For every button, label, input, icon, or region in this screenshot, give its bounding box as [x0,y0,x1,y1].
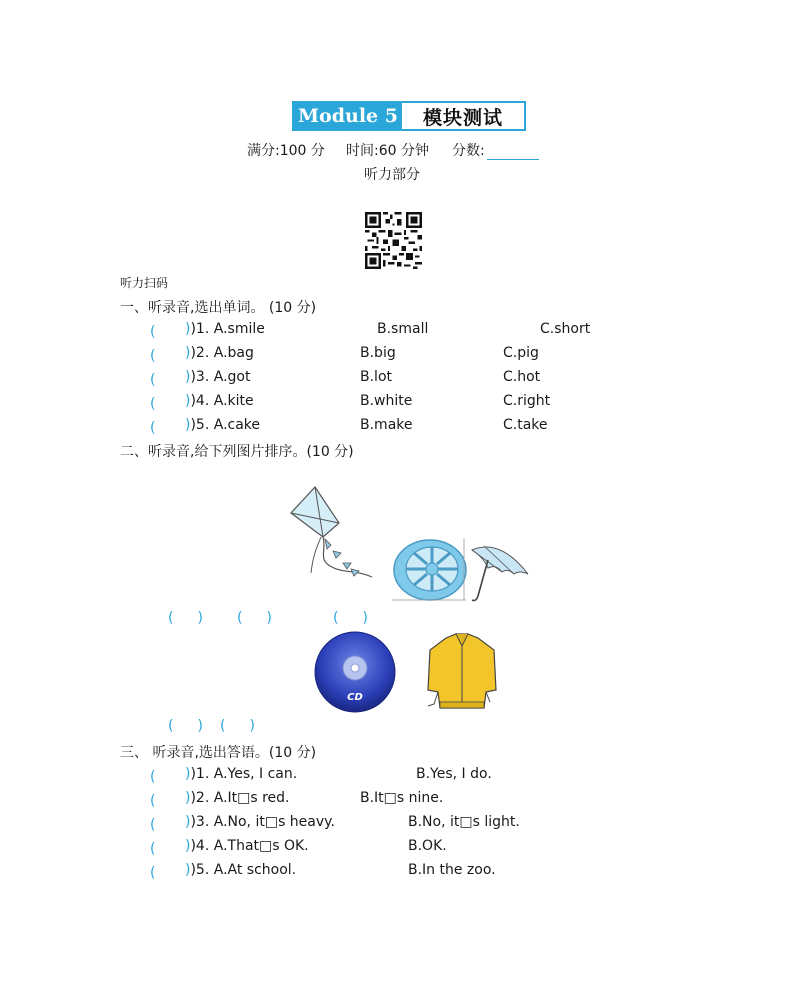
title-banner [292,101,526,131]
list-item [150,862,155,881]
list-item [150,766,155,785]
option-a: ))4. A.kite [185,393,254,409]
kite-image [287,485,379,585]
option-b: B.white [360,393,413,409]
picture-answer-blank[interactable]: ( ) [333,610,368,626]
picture-answer-blank[interactable]: ( ) [168,610,203,626]
answer-blank[interactable]: ( [150,324,156,340]
jacket-image [424,632,500,712]
option-a: ))3. A.No, it□s heavy. [185,814,335,830]
listening-part-heading: 听力部分 [364,167,420,183]
cd-image [313,630,397,714]
list-item [150,345,155,364]
answer-blank[interactable]: ( [150,817,156,833]
section3-title: 三、 听录音,选出答语。(10 分) [120,745,317,761]
answer-blank[interactable]: ( [150,865,156,881]
option-b: B.make [360,417,413,433]
option-a: ))1. A.smile [185,321,265,337]
picture-answer-blank[interactable]: ( ) [220,718,255,734]
wheel-image [390,536,468,602]
list-item [150,790,155,809]
option-c: C.hot [503,369,541,385]
section2-title: 二、听录音,给下列图片排序。(10 分) [120,444,354,460]
option-b: B.OK. [408,838,447,854]
option-a: ))3. A.got [185,369,251,385]
option-a: ))1. A.Yes, I can. [185,766,298,782]
time-limit: 时间:60 分钟 [346,143,429,159]
option-c: C.right [503,393,551,409]
option-a: ))4. A.That□s OK. [185,838,309,854]
section1-title: 一、听录音,选出单词。 (10 分) [120,300,317,316]
option-a: ))2. A.It□s red. [185,790,290,806]
option-b: B.It□s nine. [360,790,444,806]
picture-answer-blank[interactable]: ( ) [168,718,203,734]
list-item [150,369,155,388]
full-score: 满分:100 分 [247,143,325,159]
answer-blank[interactable]: ( [150,841,156,857]
list-item [150,417,155,436]
answer-blank[interactable]: ( [150,348,156,364]
qr-code[interactable] [365,212,422,269]
list-item [150,814,155,833]
qr-caption: 听力扫码 [120,276,169,290]
score-label: 分数: [452,143,485,159]
option-c: C.pig [503,345,539,361]
answer-blank[interactable]: ( [150,372,156,388]
answer-blank[interactable]: ( [150,769,156,785]
answer-blank[interactable]: ( [150,396,156,412]
option-b: B.No, it□s light. [408,814,520,830]
module-label: Module 5 [294,103,402,129]
option-c: C.take [503,417,548,433]
option-b: B.small [377,321,429,337]
list-item [150,321,155,340]
score-blank[interactable] [487,145,539,160]
option-a: ))5. A.At school. [185,862,297,878]
answer-blank[interactable]: ( [150,793,156,809]
option-b: B.big [360,345,396,361]
option-b: B.Yes, I do. [416,766,492,782]
umbrella-image [466,540,534,604]
list-item [150,393,155,412]
option-c: C.short [540,321,591,337]
option-a: ))2. A.bag [185,345,254,361]
answer-blank[interactable]: ( [150,420,156,436]
picture-answer-blank[interactable]: ( ) [237,610,272,626]
score-field[interactable] [452,140,539,160]
option-a: ))5. A.cake [185,417,261,433]
cd-label: CD [347,692,363,703]
list-item [150,838,155,857]
option-b: B.In the zoo. [408,862,496,878]
page-title: 模块测试 [422,106,503,129]
option-b: B.lot [360,369,392,385]
